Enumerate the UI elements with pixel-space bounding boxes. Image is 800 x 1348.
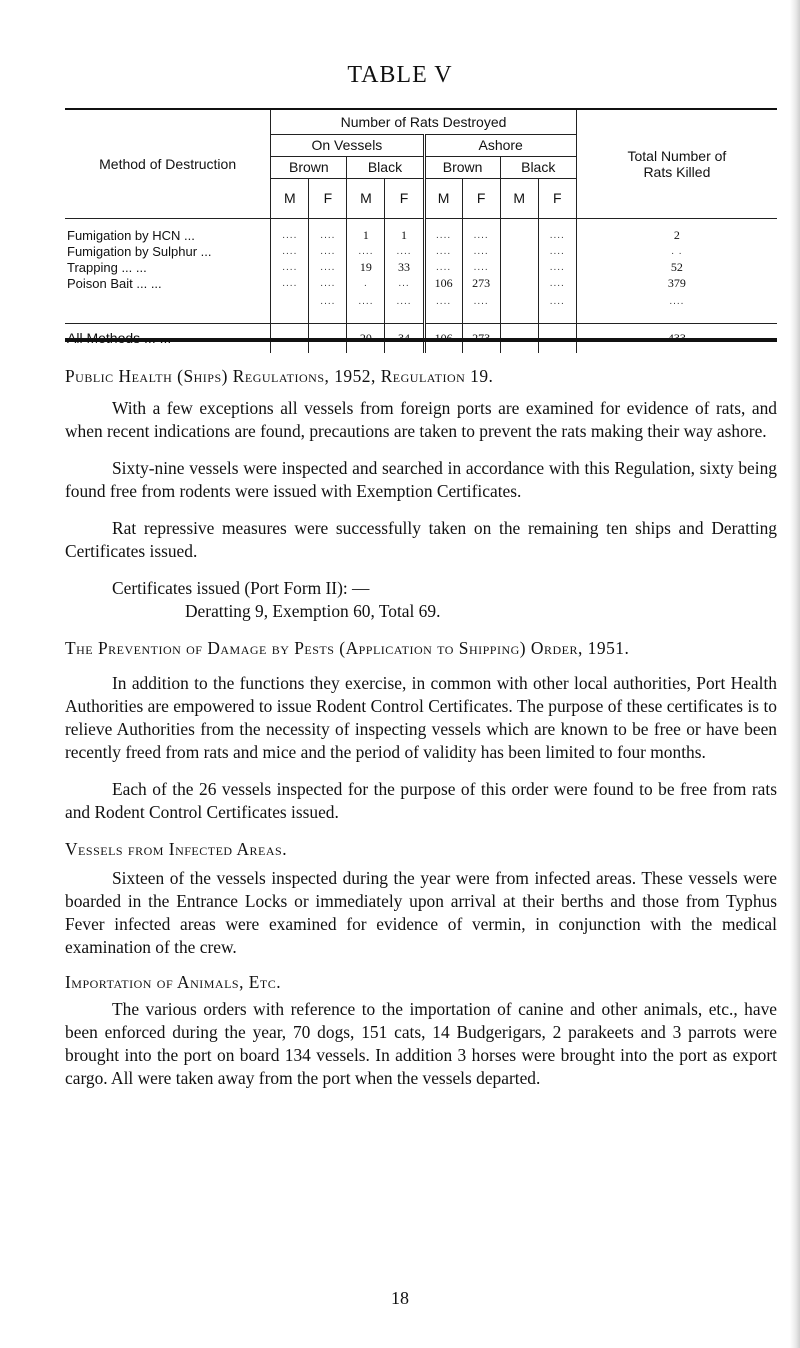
- cell: [500, 259, 538, 275]
- cell: ...: [385, 275, 424, 291]
- cell: ....: [271, 227, 309, 243]
- cell: ....: [385, 291, 424, 311]
- cell: ....: [385, 243, 424, 259]
- paragraph: With a few exceptions all vessels from foreign ports are examined for evidence of rats, and when recent indications are found, precautions are taken to prevent the rats making their way ashore.: [65, 398, 777, 441]
- header-m: M: [500, 178, 538, 218]
- table-bottom-rule: [65, 338, 777, 342]
- cell: ....: [309, 243, 347, 259]
- section-heading: The Prevention of Damage by Pests (Application to Shipping) Order, 1951.: [65, 638, 630, 658]
- cell: ....: [309, 275, 347, 291]
- header-on-vessels: On Vessels: [271, 134, 424, 156]
- paragraph: In addition to the functions they exercise, in common with other local authorities, Port Health Authorities are empowered to issue Rodent Control Certificates. The purpose of these certificates is to relieve Authorities from the necessity of inspecting vessels which are known to be free or have been recently freed from rats and mice and the period of validity has been limited to four months.: [65, 673, 777, 762]
- table-row: [65, 291, 777, 311]
- header-m: M: [424, 178, 462, 218]
- section-heading: Vessels from Infected Areas.: [65, 839, 288, 859]
- cell: ....: [538, 243, 576, 259]
- header-vessels-brown: Brown: [271, 156, 347, 178]
- cell: ....: [424, 259, 462, 275]
- table-row: [65, 227, 777, 243]
- cell: ....: [309, 259, 347, 275]
- cell: ....: [538, 275, 576, 291]
- table-row: [65, 243, 777, 259]
- header-total: Total Number of Rats Killed: [576, 110, 777, 218]
- row-method: Trapping ... ...: [67, 259, 147, 275]
- cell: ....: [424, 291, 462, 311]
- row-method: Poison Bait ... ...: [67, 275, 162, 291]
- paragraph: Certificates issued (Port Form II): —: [112, 578, 370, 598]
- header-m: M: [347, 178, 385, 218]
- body-text: [65, 365, 777, 1090]
- row-method: [65, 291, 271, 311]
- cell: ....: [347, 291, 385, 311]
- header-ashore-black: Black: [500, 156, 576, 178]
- cell: ....: [309, 227, 347, 243]
- row-method: Fumigation by HCN ...: [67, 227, 195, 243]
- cell: [500, 243, 538, 259]
- row-total: 379: [576, 275, 777, 291]
- table-row: [65, 275, 777, 291]
- cell: [271, 291, 309, 311]
- table-row: [65, 259, 777, 275]
- cell: 106: [424, 275, 462, 291]
- cell: ....: [424, 243, 462, 259]
- header-vessels-black: Black: [347, 156, 424, 178]
- row-total: . .: [576, 243, 777, 259]
- cell: 273: [462, 275, 500, 291]
- row-total: 52: [576, 259, 777, 275]
- header-f: F: [538, 178, 576, 218]
- cell: [500, 227, 538, 243]
- cell: ....: [462, 243, 500, 259]
- cell: ....: [424, 227, 462, 243]
- paragraph: Sixteen of the vessels inspected during the year were from infected areas. These vessels were boarded in the Entrance Locks or immediately upon arrival at their berths and those from Typhus Fever infected areas were examined for evidence of vermin, in conjunction with the medical examination of the crew.: [65, 868, 777, 957]
- header-f: F: [309, 178, 347, 218]
- cell: ....: [347, 243, 385, 259]
- cell: ....: [462, 291, 500, 311]
- paragraph: The various orders with reference to the importation of canine and other animals, etc., have been enforced during the year, 70 dogs, 151 cats, 14 Budgerigars, 2 parakeets and 3 parrots were brought into the port on board 134 vessels. In addition 3 horses were brought into the port as export cargo. All were taken away from the port when the vessels departed.: [65, 999, 777, 1088]
- section-heading: Importation of Animals, Etc.: [65, 972, 282, 992]
- cell: ....: [462, 227, 500, 243]
- cell: ....: [271, 259, 309, 275]
- cell: ....: [271, 243, 309, 259]
- row-total: ....: [576, 291, 777, 311]
- header-f: F: [462, 178, 500, 218]
- header-ashore-brown: Brown: [424, 156, 500, 178]
- row-total: 2: [576, 227, 777, 243]
- cell: [500, 291, 538, 311]
- cell: [500, 275, 538, 291]
- header-method: Method of Destruction: [99, 155, 237, 172]
- cell: ....: [538, 227, 576, 243]
- cell: 33: [385, 259, 424, 275]
- page-number: 18: [391, 1288, 409, 1308]
- header-f: F: [385, 178, 424, 218]
- row-method: Fumigation by Sulphur ...: [67, 243, 212, 259]
- paragraph: Each of the 26 vessels inspected for the purpose of this order were found to be free from rats and Rodent Control Certificates issued.: [65, 779, 777, 822]
- header-number-destroyed: Number of Rats Destroyed: [271, 110, 577, 134]
- table-title: TABLE V: [347, 62, 453, 88]
- cell: ....: [271, 275, 309, 291]
- header-ashore: Ashore: [424, 134, 576, 156]
- cell: .: [347, 275, 385, 291]
- paragraph: Deratting 9, Exemption 60, Total 69.: [185, 601, 441, 621]
- section-heading: Public Health (Ships) Regulations, 1952, Regulation 19.: [65, 366, 494, 386]
- page-edge-shadow: [790, 0, 800, 1348]
- header-m: M: [271, 178, 309, 218]
- paragraph: Rat repressive measures were successfully taken on the remaining ten ships and Deratting Certificates issued.: [65, 518, 777, 561]
- cell: ....: [309, 291, 347, 311]
- cell: 1: [347, 227, 385, 243]
- cell: ....: [462, 259, 500, 275]
- rats-destroyed-table: [65, 110, 777, 353]
- cell: ....: [538, 259, 576, 275]
- cell: 19: [347, 259, 385, 275]
- paragraph: Sixty-nine vessels were inspected and searched in accordance with this Regulation, sixty being found free from rodents were issued with Exemption Certificates.: [65, 458, 777, 501]
- cell: 1: [385, 227, 424, 243]
- cell: ....: [538, 291, 576, 311]
